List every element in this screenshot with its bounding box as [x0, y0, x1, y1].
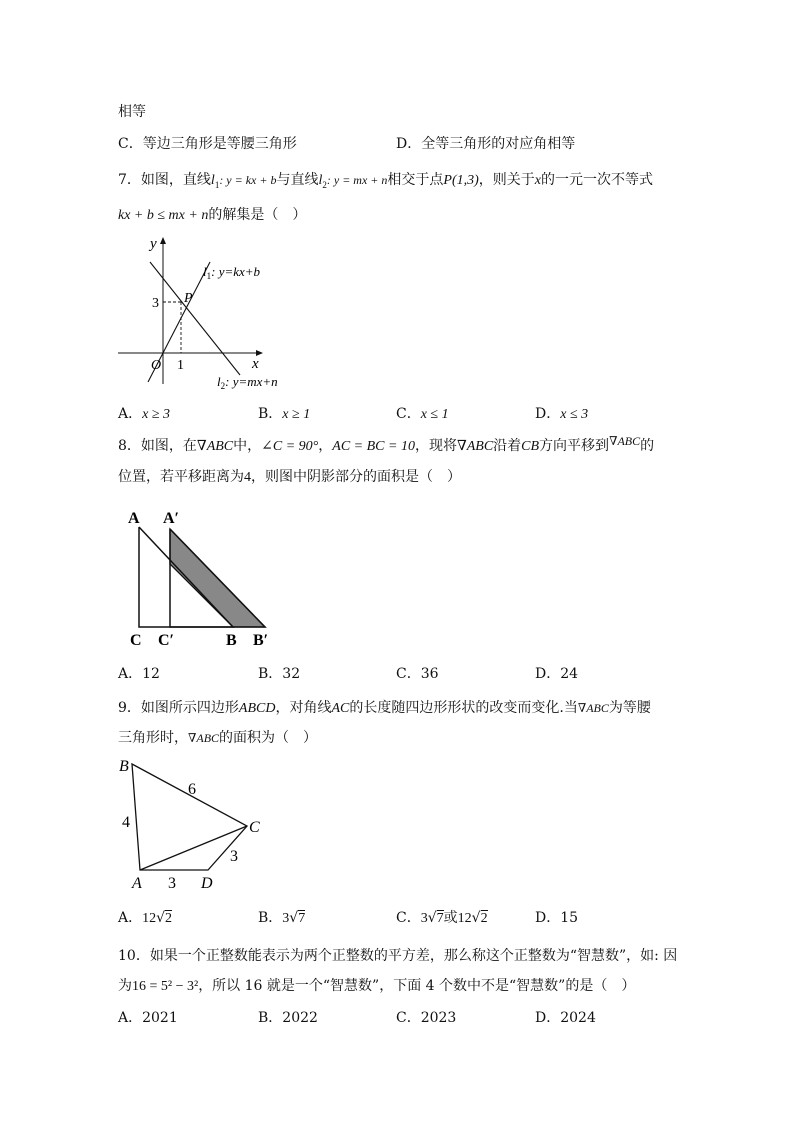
q8-number: 8．: [118, 438, 141, 454]
q7-label-three: 3: [152, 296, 159, 311]
q7-stem-line1: 7．如图，直线$l_1$: y = kx + b与直线$l_2$: y = mx + n相交于点P(1,3)，则关于x的一元一次不等式: [118, 172, 653, 190]
q9-option-d: D．15: [535, 910, 579, 926]
q7-option-a: A．x ≥ 3: [118, 406, 171, 422]
q8-option-b: B．32: [258, 666, 301, 682]
q9-label-ad: 3: [168, 875, 176, 892]
q10-stem-line1: 10．如果一个正整数能表示为两个正整数的平方差，那么称这个正整数为“智慧数”，如: 因: [118, 948, 678, 964]
q7-label-x: x: [252, 356, 259, 372]
q9-option-c: C．3√7或12√2: [396, 910, 488, 926]
q9-stem-line1: 9．如图所示四边形ABCD，对角线AC的长度随四边形形状的改变而变化.当∇ABC为等腰: [118, 700, 651, 716]
q6-option-d: D．全等三角形的对应角相等: [396, 136, 576, 152]
q9-option-a: A．12√2: [118, 910, 173, 926]
q9-label-d: D: [201, 875, 213, 892]
q7-label-y: y: [150, 236, 157, 252]
q7-figure: [110, 232, 280, 394]
q8-label-a-prime: A′: [163, 510, 180, 527]
q10-option-c: C．2023: [396, 1010, 457, 1026]
q9-label-b: B: [119, 758, 129, 775]
q10-option-a: A．2021: [118, 1010, 178, 1026]
q7-option-c: C．x ≤ 1: [396, 406, 449, 422]
q8-option-d: D．24: [535, 666, 579, 682]
q10-option-b: B．2022: [258, 1010, 318, 1026]
q7-label-origin: O: [151, 358, 162, 373]
q8-label-b-prime: B′: [253, 632, 269, 649]
q8-option-a: A．12: [118, 666, 160, 682]
q6-option-c: C．等边三角形是等腰三角形: [118, 136, 297, 152]
q9-number: 9．: [118, 700, 141, 716]
q7-inequality: kx + b ≤ mx + n: [118, 208, 209, 223]
q7-label-one: 1: [177, 358, 184, 373]
q7-stem-line2: kx + b ≤ mx + n的解集是（ ）: [118, 207, 307, 223]
q10-stem-line2: 为16 = 5² − 3²，所以 16 就是一个“智慧数”，下面 4 个数中不是“智慧数”的是（ ）: [118, 978, 636, 994]
q8-triangle-abc: [139, 527, 233, 627]
continued-text: 相等: [118, 104, 146, 120]
q7-label-l2: $l_2$: y=mx+n: [217, 374, 278, 391]
q7-number: 7．: [118, 172, 141, 188]
q8-label-b: B: [226, 632, 237, 649]
q8-figure: [126, 505, 286, 650]
q9-stem-line2: 三角形时，∇ABC的面积为（ ）: [118, 730, 318, 746]
q10-option-d: D．2024: [535, 1010, 596, 1026]
q8-label-c: C: [130, 632, 142, 649]
q9-label-bc: 6: [188, 781, 196, 798]
q9-option-b: B．3√7: [258, 910, 306, 926]
q9-label-a: A: [132, 875, 142, 892]
q9-label-c: C: [249, 819, 260, 836]
q8-stem-line2: 位置，若平移距离为4，则图中阴影部分的面积是（ ）: [118, 469, 461, 485]
q7-option-d: D．x ≤ 3: [535, 406, 589, 422]
q7-label-p: P: [184, 291, 193, 306]
q7-label-l1: $l_1$: y=kx+b: [203, 264, 261, 281]
q8-label-a: A: [128, 510, 140, 527]
q8-label-c-prime: C′: [158, 632, 175, 649]
q7-option-b: B．x ≥ 1: [258, 406, 311, 422]
q9-label-cd: 3: [230, 848, 238, 865]
q9-figure: [112, 752, 272, 897]
q10-number: 10．: [118, 948, 150, 964]
q8-stem-line1: 8．如图，在∇ABC中，∠C = 90°，AC = BC = 10，现将∇ABC沿着CB方向平移到∇ABC的: [118, 434, 655, 454]
q8-option-c: C．36: [396, 666, 439, 682]
q9-label-ab: 4: [122, 814, 130, 831]
